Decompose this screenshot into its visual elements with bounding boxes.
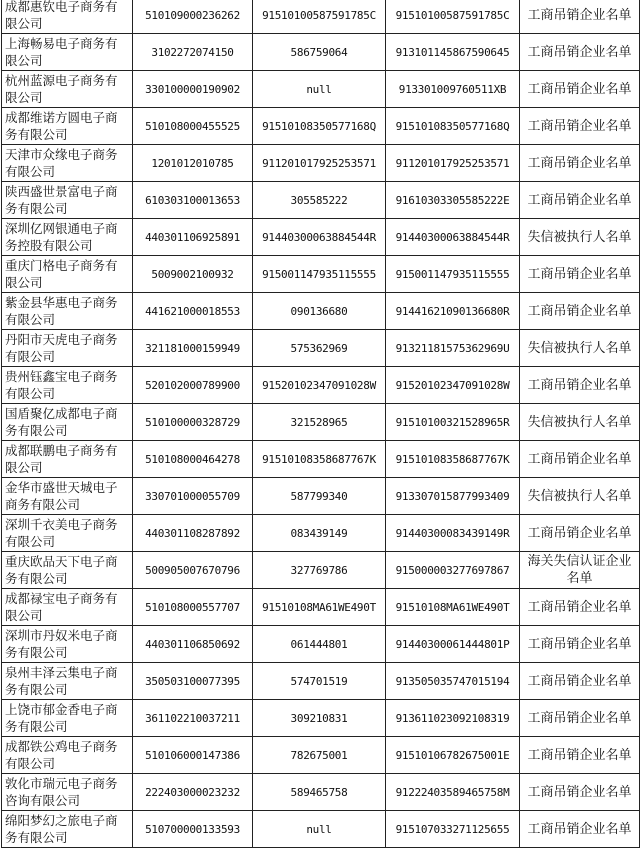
company-name-cell: 深圳市丹奴米电子商务有限公司 xyxy=(2,626,133,663)
table-row xyxy=(2,589,640,626)
list-type-cell: 工商吊销企业名单 xyxy=(520,441,640,478)
company-name-cell: 上饶市郁金香电子商务有限公司 xyxy=(2,700,133,737)
registration-number-cell: 520102000789900 xyxy=(133,367,253,404)
credit-code-cell: null xyxy=(253,811,386,848)
list-type-cell: 工商吊销企业名单 xyxy=(520,256,640,293)
table-row xyxy=(2,0,640,34)
list-type-cell: 工商吊销企业名单 xyxy=(520,367,640,404)
unified-credit-code-cell: 911201017925253571 xyxy=(386,145,520,182)
list-type-cell: 工商吊销企业名单 xyxy=(520,0,640,34)
unified-credit-code-cell: 915000003277697867 xyxy=(386,552,520,589)
credit-code-cell: 575362969 xyxy=(253,330,386,367)
credit-code-cell: 327769786 xyxy=(253,552,386,589)
table-row xyxy=(2,219,640,256)
credit-code-cell: 782675001 xyxy=(253,737,386,774)
registration-number-cell: 350503100077395 xyxy=(133,663,253,700)
unified-credit-code-cell: 913101145867590645 xyxy=(386,34,520,71)
unified-credit-code-cell: 91510100321528965R xyxy=(386,404,520,441)
credit-code-cell: 91520102347091028W xyxy=(253,367,386,404)
unified-credit-code-cell: 915001147935115555 xyxy=(386,256,520,293)
credit-code-cell: 91440300063884544R xyxy=(253,219,386,256)
unified-credit-code-cell: 91441621090136680R xyxy=(386,293,520,330)
unified-credit-code-cell: 913611023092108319 xyxy=(386,700,520,737)
unified-credit-code-cell: 91321181575362969U xyxy=(386,330,520,367)
list-type-cell: 工商吊销企业名单 xyxy=(520,811,640,848)
unified-credit-code-cell: 91440300083439149R xyxy=(386,515,520,552)
list-type-cell: 工商吊销企业名单 xyxy=(520,108,640,145)
credit-code-cell: 574701519 xyxy=(253,663,386,700)
list-type-cell: 工商吊销企业名单 xyxy=(520,774,640,811)
unified-credit-code-cell: 913307015877993409 xyxy=(386,478,520,515)
registration-number-cell: 440301108287892 xyxy=(133,515,253,552)
credit-code-cell: 587799340 xyxy=(253,478,386,515)
company-name-cell: 陕西盛世景富电子商务有限公司 xyxy=(2,182,133,219)
company-name-cell: 杭州蓝源电子商务有限公司 xyxy=(2,71,133,108)
list-type-cell: 工商吊销企业名单 xyxy=(520,589,640,626)
list-type-cell: 工商吊销企业名单 xyxy=(520,293,640,330)
company-name-cell: 成都联鹏电子商务有限公司 xyxy=(2,441,133,478)
company-name-cell: 敦化市瑞元电子商务咨询有限公司 xyxy=(2,774,133,811)
company-name-cell: 紫金县华惠电子商务有限公司 xyxy=(2,293,133,330)
company-name-cell: 丹阳市天虎电子商务有限公司 xyxy=(2,330,133,367)
table-row xyxy=(2,626,640,663)
credit-code-cell: 090136680 xyxy=(253,293,386,330)
unified-credit-code-cell: 91510108358687767K xyxy=(386,441,520,478)
unified-credit-code-cell: 91222403589465758M xyxy=(386,774,520,811)
list-type-cell: 工商吊销企业名单 xyxy=(520,626,640,663)
company-name-cell: 国盾聚亿成都电子商务有限公司 xyxy=(2,404,133,441)
unified-credit-code-cell: 91440300061444801P xyxy=(386,626,520,663)
registration-number-cell: 510108000557707 xyxy=(133,589,253,626)
table-body xyxy=(2,0,640,848)
company-name-cell: 贵州钰鑫宝电子商务有限公司 xyxy=(2,367,133,404)
list-type-cell: 海关失信认证企业名单 xyxy=(520,552,640,589)
list-type-cell: 失信被执行人名单 xyxy=(520,219,640,256)
credit-code-cell: 91510108358687767K xyxy=(253,441,386,478)
registration-number-cell: 3102272074150 xyxy=(133,34,253,71)
company-name-cell: 深圳亿网银通电子商务控股有限公司 xyxy=(2,219,133,256)
credit-code-cell: 305585222 xyxy=(253,182,386,219)
registration-number-cell: 330701000055709 xyxy=(133,478,253,515)
table-row xyxy=(2,71,640,108)
table-row xyxy=(2,34,640,71)
list-type-cell: 工商吊销企业名单 xyxy=(520,34,640,71)
unified-credit-code-cell: 913301009760511XB xyxy=(386,71,520,108)
credit-code-cell: 586759064 xyxy=(253,34,386,71)
credit-code-cell: 309210831 xyxy=(253,700,386,737)
unified-credit-code-cell: 91510100587591785C xyxy=(386,0,520,34)
table-row xyxy=(2,811,640,848)
list-type-cell: 工商吊销企业名单 xyxy=(520,182,640,219)
credit-code-cell: 915001147935115555 xyxy=(253,256,386,293)
list-type-cell: 工商吊销企业名单 xyxy=(520,71,640,108)
unified-credit-code-cell: 913505035747015194 xyxy=(386,663,520,700)
table-row xyxy=(2,145,640,182)
unified-credit-code-cell: 91510108350577168Q xyxy=(386,108,520,145)
registration-number-cell: 440301106850692 xyxy=(133,626,253,663)
credit-code-cell: 083439149 xyxy=(253,515,386,552)
table-row xyxy=(2,737,640,774)
credit-code-cell: 061444801 xyxy=(253,626,386,663)
registration-number-cell: 510109000236262 xyxy=(133,0,253,34)
company-name-cell: 成都铁公鸡电子商务有限公司 xyxy=(2,737,133,774)
table-row xyxy=(2,478,640,515)
registration-number-cell: 5009002100932 xyxy=(133,256,253,293)
registration-number-cell: 510100000328729 xyxy=(133,404,253,441)
company-name-cell: 上海畅易电子商务有限公司 xyxy=(2,34,133,71)
table-row xyxy=(2,108,640,145)
table-row xyxy=(2,774,640,811)
registration-number-cell: 321181000159949 xyxy=(133,330,253,367)
company-name-cell: 绵阳梦幻之旅电子商务有限公司 xyxy=(2,811,133,848)
list-type-cell: 失信被执行人名单 xyxy=(520,478,640,515)
list-type-cell: 失信被执行人名单 xyxy=(520,404,640,441)
list-type-cell: 工商吊销企业名单 xyxy=(520,663,640,700)
credit-code-cell: 589465758 xyxy=(253,774,386,811)
credit-code-cell: null xyxy=(253,71,386,108)
table-row xyxy=(2,700,640,737)
unified-credit-code-cell: 91520102347091028W xyxy=(386,367,520,404)
list-type-cell: 工商吊销企业名单 xyxy=(520,737,640,774)
company-name-cell: 重庆门格电子商务有限公司 xyxy=(2,256,133,293)
list-type-cell: 失信被执行人名单 xyxy=(520,330,640,367)
table-row xyxy=(2,182,640,219)
table-row xyxy=(2,441,640,478)
registration-number-cell: 1201012010785 xyxy=(133,145,253,182)
table-row xyxy=(2,404,640,441)
unified-credit-code-cell: 915107033271125655 xyxy=(386,811,520,848)
registration-number-cell: 330100000190902 xyxy=(133,71,253,108)
registration-number-cell: 510106000147386 xyxy=(133,737,253,774)
company-name-cell: 金华市盛世天城电子商务有限公司 xyxy=(2,478,133,515)
company-name-cell: 成都禄宝电子商务有限公司 xyxy=(2,589,133,626)
table-row xyxy=(2,256,640,293)
unified-credit-code-cell: 91510108MA61WE490T xyxy=(386,589,520,626)
table-row xyxy=(2,663,640,700)
unified-credit-code-cell: 91440300063884544R xyxy=(386,219,520,256)
table-row xyxy=(2,293,640,330)
registration-number-cell: 510108000455525 xyxy=(133,108,253,145)
registration-number-cell: 361102210037211 xyxy=(133,700,253,737)
table-row xyxy=(2,552,640,589)
table-row xyxy=(2,367,640,404)
company-name-cell: 重庆欧品天下电子商务有限公司 xyxy=(2,552,133,589)
table-row xyxy=(2,330,640,367)
registration-number-cell: 500905007670796 xyxy=(133,552,253,589)
credit-code-cell: 91510100587591785C xyxy=(253,0,386,34)
company-name-cell: 成都惠钦电子商务有限公司 xyxy=(2,0,133,34)
unified-credit-code-cell: 91610303305585222E xyxy=(386,182,520,219)
company-name-cell: 天津市众缘电子商务有限公司 xyxy=(2,145,133,182)
list-type-cell: 工商吊销企业名单 xyxy=(520,700,640,737)
list-type-cell: 工商吊销企业名单 xyxy=(520,145,640,182)
registration-number-cell: 510700000133593 xyxy=(133,811,253,848)
company-name-cell: 深圳千衣美电子商务有限公司 xyxy=(2,515,133,552)
enterprise-list-table xyxy=(1,0,640,848)
credit-code-cell: 91510108MA61WE490T xyxy=(253,589,386,626)
credit-code-cell: 911201017925253571 xyxy=(253,145,386,182)
unified-credit-code-cell: 91510106782675001E xyxy=(386,737,520,774)
company-name-cell: 成都维诺方圆电子商务有限公司 xyxy=(2,108,133,145)
registration-number-cell: 610303100013653 xyxy=(133,182,253,219)
credit-code-cell: 321528965 xyxy=(253,404,386,441)
table-row xyxy=(2,515,640,552)
registration-number-cell: 441621000018553 xyxy=(133,293,253,330)
company-name-cell: 泉州丰泽云集电子商务有限公司 xyxy=(2,663,133,700)
registration-number-cell: 440301106925891 xyxy=(133,219,253,256)
registration-number-cell: 222403000023232 xyxy=(133,774,253,811)
credit-code-cell: 91510108350577168Q xyxy=(253,108,386,145)
list-type-cell: 工商吊销企业名单 xyxy=(520,515,640,552)
registration-number-cell: 510108000464278 xyxy=(133,441,253,478)
